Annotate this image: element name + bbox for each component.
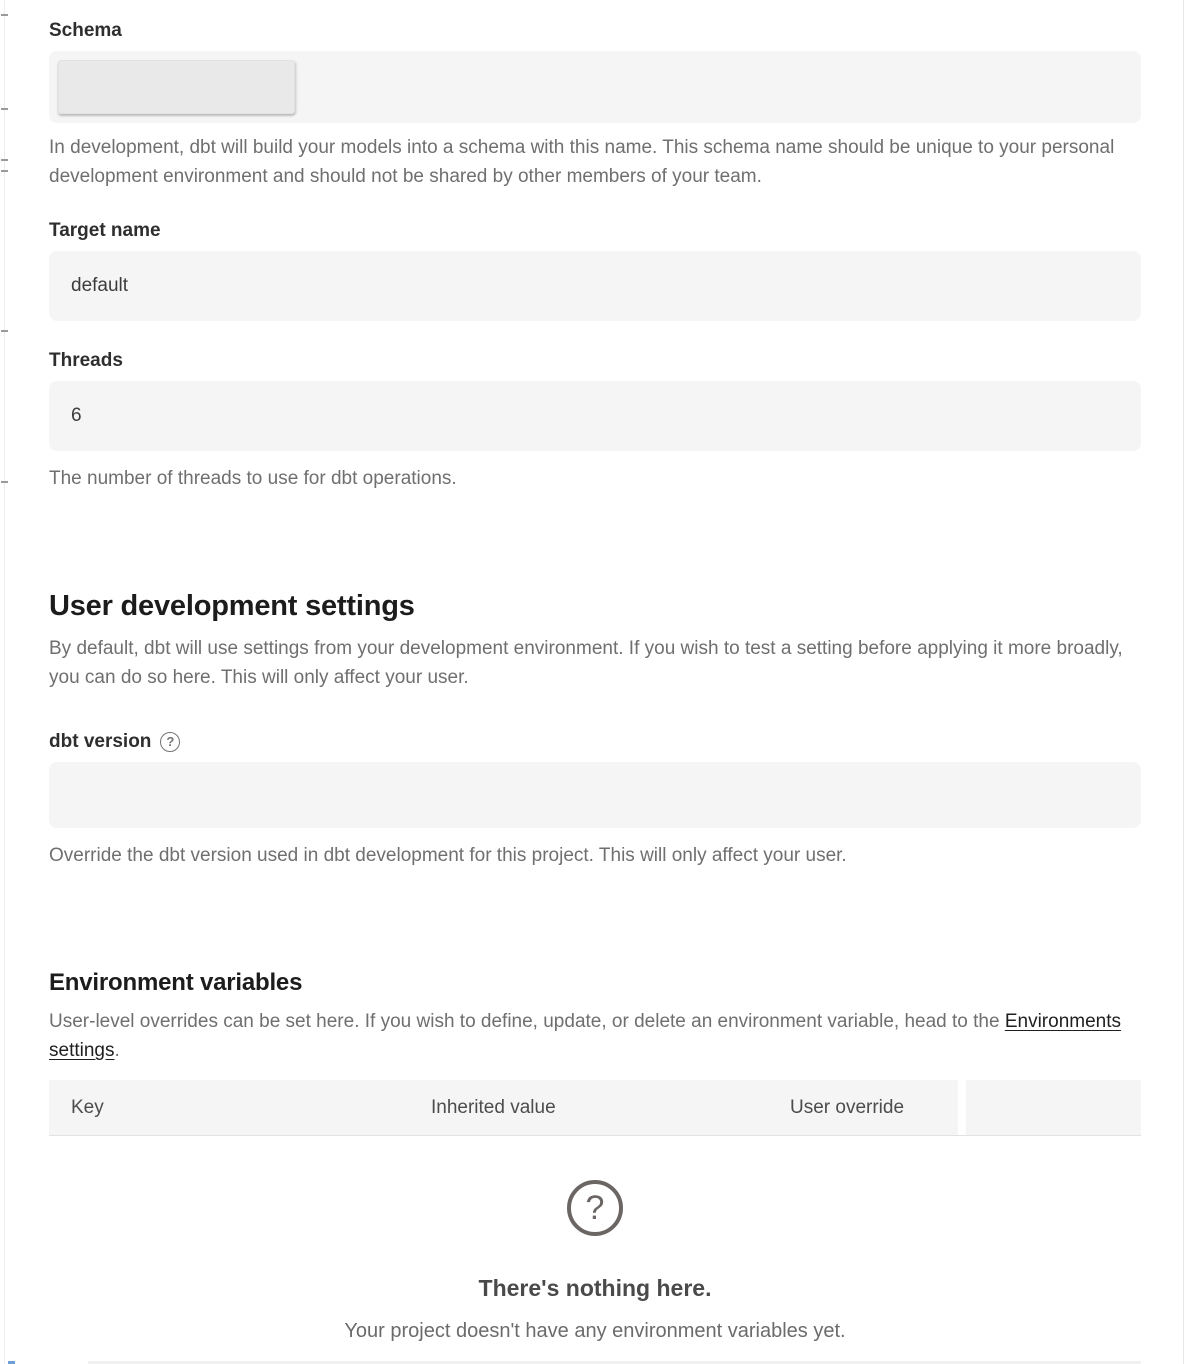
- dbt-version-input[interactable]: [49, 762, 1141, 828]
- dbt-version-label: [49, 730, 1141, 753]
- environment-variables-description: [49, 1007, 1141, 1065]
- column-header-actions: [966, 1080, 1141, 1135]
- settings-panel: [49, 0, 1141, 1343]
- env-vars-empty-state: [49, 1179, 1141, 1343]
- env-description-suffix: .: [114, 1040, 120, 1061]
- question-circle-icon: [566, 1179, 624, 1242]
- threads-label: Threads: [49, 350, 123, 371]
- left-panel-tick: [1, 481, 8, 483]
- threads-input[interactable]: [49, 381, 1141, 451]
- left-panel-tick: [1, 330, 8, 332]
- target-name-input[interactable]: [49, 251, 1141, 321]
- question-circle-icon[interactable]: ?: [160, 732, 180, 752]
- redacted-schema-value: [58, 60, 295, 114]
- column-header-key: Key: [49, 1080, 409, 1135]
- user-development-settings-title: User development settings: [49, 590, 415, 622]
- environment-variables-title: Environment variables: [49, 969, 303, 996]
- left-panel-tick: [1, 159, 8, 161]
- schema-input[interactable]: [49, 51, 1141, 123]
- environments-settings-link[interactable]: Environments settings: [49, 1011, 1122, 1061]
- left-panel-tick: [1, 108, 8, 110]
- column-header-user-override: User override: [768, 1080, 958, 1135]
- empty-state-subtitle: Your project doesn't have any environment variables yet.: [344, 1320, 846, 1342]
- column-header-inherited-value: Inherited value: [409, 1080, 768, 1135]
- env-vars-table-header: [49, 1080, 1141, 1136]
- empty-state-title: There's nothing here.: [478, 1275, 712, 1301]
- target-name-label: Target name: [49, 220, 161, 241]
- left-panel-edge: [4, 0, 5, 1364]
- schema-label: Schema: [49, 20, 122, 41]
- dbt-version-label-text: dbt version: [49, 731, 152, 752]
- page-right-border: [1183, 0, 1184, 1364]
- schema-help-text: In development, dbt will build your models into a schema with this name. This schema name should be unique to your personal development environment and should not be shared by other members of your team.: [49, 137, 1115, 187]
- dbt-version-help-text: Override the dbt version used in dbt development for this project. This will only affect your user.: [49, 845, 847, 866]
- svg-text:?: ?: [585, 1189, 605, 1227]
- left-panel-tick: [1, 170, 8, 172]
- user-development-settings-description: By default, dbt will use settings from your development environment. If you wish to test a setting before applying it more broadly, you can do so here. This will only affect your user.: [49, 638, 1123, 688]
- env-description-prefix: User-level overrides can be set here. If you wish to define, update, or delete an environment variable, head to the: [49, 1011, 1005, 1032]
- left-panel-tick: [1, 14, 8, 16]
- threads-help-text: The number of threads to use for dbt operations.: [49, 468, 457, 489]
- column-divider: [958, 1080, 966, 1135]
